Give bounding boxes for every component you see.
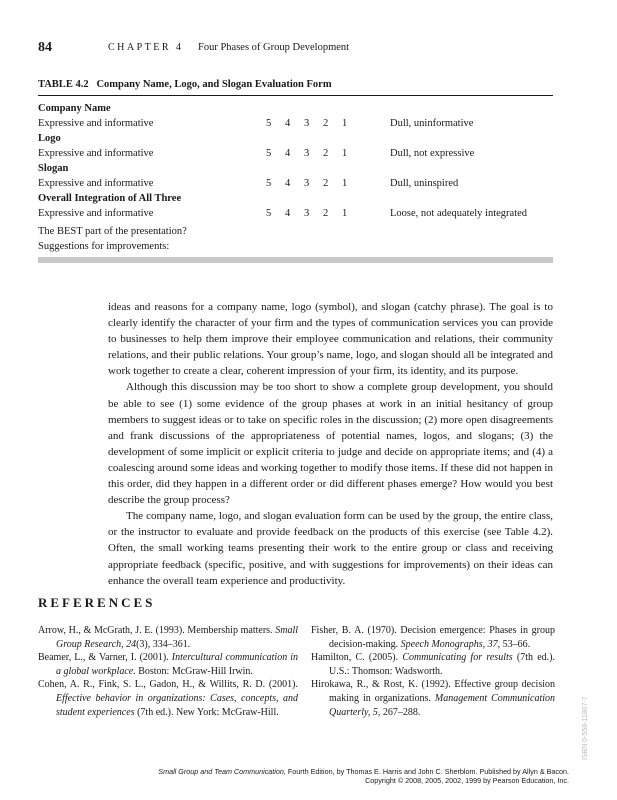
chapter-label: CHAPTER 4 <box>108 42 184 53</box>
paragraph: ideas and reasons for a company name, logo (symbol), and slogan (catchy phrase). The goal is to clearly identify the character of your firm and the types of communication services you can provide to businesses to help them improve their employee communication and relations, their community relations, and their public relations. Your group’s name, logo, and slogan should all be integrated and work together to create a clear, coherent impression of your firm, its identity, and its purpose. <box>108 301 553 378</box>
paragraph: Although this discussion may be too short to show a complete group development, you should be able to see (1) some evidence of the group phases at work in an initial hesitancy of group members to suggest ideas or to take on specific roles in the discussion; (2) more open disagreements and frank discussions of the appropriateness of potential names, logos, and slogans; (3) the development of some implicit or explicit criteria to judge and decide on appropriate items; and (4) a coalescing around some ideas and working together to modify those items. If these did not happen in this order, did they happen in a different order or did different phases emerge? How would you best describe the group process? <box>108 381 553 507</box>
reference-entry: Fisher, B. A. (1970). Decision emergence: Phases in group decision-making. Speech Monographs, 37, 53–66. <box>311 625 555 650</box>
table-category: Logo <box>38 133 61 144</box>
table-top-rule <box>38 95 553 96</box>
chapter-title: Four Phases of Group Development <box>198 42 350 53</box>
paragraph: The company name, logo, and slogan evaluation form can be used by the group, the entire class, or the instructor to evaluate and provide feedback on the products of this exercise (see Table 4.2). Often, the small working teams presenting their work to the entire group or class and receiving appropriate feedback (specific, positive, and with suggestions for improvements) on their ideas can enhance the overall team experience and productivity. <box>108 510 553 587</box>
table-label: TABLE 4.2 <box>38 79 89 90</box>
table-row <box>38 206 553 221</box>
footer-copyright: Copyright © 2008, 2005, 2002, 1999 by Pearson Education, Inc. <box>365 776 569 785</box>
table-category: Overall Integration of All Three <box>38 193 182 204</box>
page-number: 84 <box>38 40 52 55</box>
rating-scale: 5 4 3 2 1 <box>266 118 348 129</box>
page-footer <box>158 767 569 785</box>
rating-scale: 5 4 3 2 1 <box>266 178 348 189</box>
reference-entry: Cohen, A. R., Fink, S. L., Gadon, H., & Willits, R. D. (2001). Effective behavior in organizations: Cases, concepts, and student experiences (7th ed.). New York: McGraw-Hill. <box>38 679 298 718</box>
table-caption <box>38 79 332 90</box>
footer-citation: Small Group and Team Communication, Fourth Edition, by Thomas E. Harris and John C. Sherblom. Published by Allyn & Bacon. <box>158 767 569 776</box>
row-left-label: Expressive and informative <box>38 208 154 219</box>
table-bottom-bar <box>38 257 553 263</box>
row-left-label: Expressive and informative <box>38 148 154 159</box>
references-heading: REFERENCES <box>38 595 156 610</box>
body-text <box>108 299 553 589</box>
row-right-label: Loose, not adequately integrated <box>390 208 528 219</box>
table-category: Slogan <box>38 163 69 174</box>
row-right-label: Dull, uninformative <box>390 118 474 129</box>
reference-entry: Hirokawa, R., & Rost, K. (1992). Effective group decision making in organizations. Management Communication Quarterly, 5, 267–288. <box>311 679 555 718</box>
row-left-label: Expressive and informative <box>38 178 154 189</box>
table-title: Company Name, Logo, and Slogan Evaluation Form <box>96 79 332 90</box>
reference-entry: Beamer, L., & Varner, I. (2001). Intercultural communication in a global workplace. Boston: McGraw-Hill Irwin. <box>38 652 298 677</box>
references-left-column <box>38 624 298 719</box>
reference-entry: Hamilton, C. (2005). Communicating for results (7th ed.). U.S.: Thomson: Wadsworth. <box>311 652 555 677</box>
table-category: Company Name <box>38 103 111 114</box>
row-left-label: Expressive and informative <box>38 118 154 129</box>
rating-scale: 5 4 3 2 1 <box>266 208 348 219</box>
table-row <box>38 116 553 131</box>
suggestions-prompt: Suggestions for improvements: <box>38 241 170 252</box>
references-right-column <box>311 624 555 719</box>
isbn-side-text: ISBN 0-558-11807-7 <box>582 696 589 760</box>
rating-scale: 5 4 3 2 1 <box>266 148 348 159</box>
row-right-label: Dull, uninspired <box>390 178 459 189</box>
reference-entry: Arrow, H., & McGrath, J. E. (1993). Membership matters. Small Group Research, 24(3), 334–361. <box>38 625 298 650</box>
table-row <box>38 146 553 161</box>
row-right-label: Dull, not expressive <box>390 148 475 159</box>
best-part-prompt: The BEST part of the presentation? <box>38 226 187 237</box>
evaluation-table <box>38 101 553 254</box>
table-row <box>38 176 553 191</box>
